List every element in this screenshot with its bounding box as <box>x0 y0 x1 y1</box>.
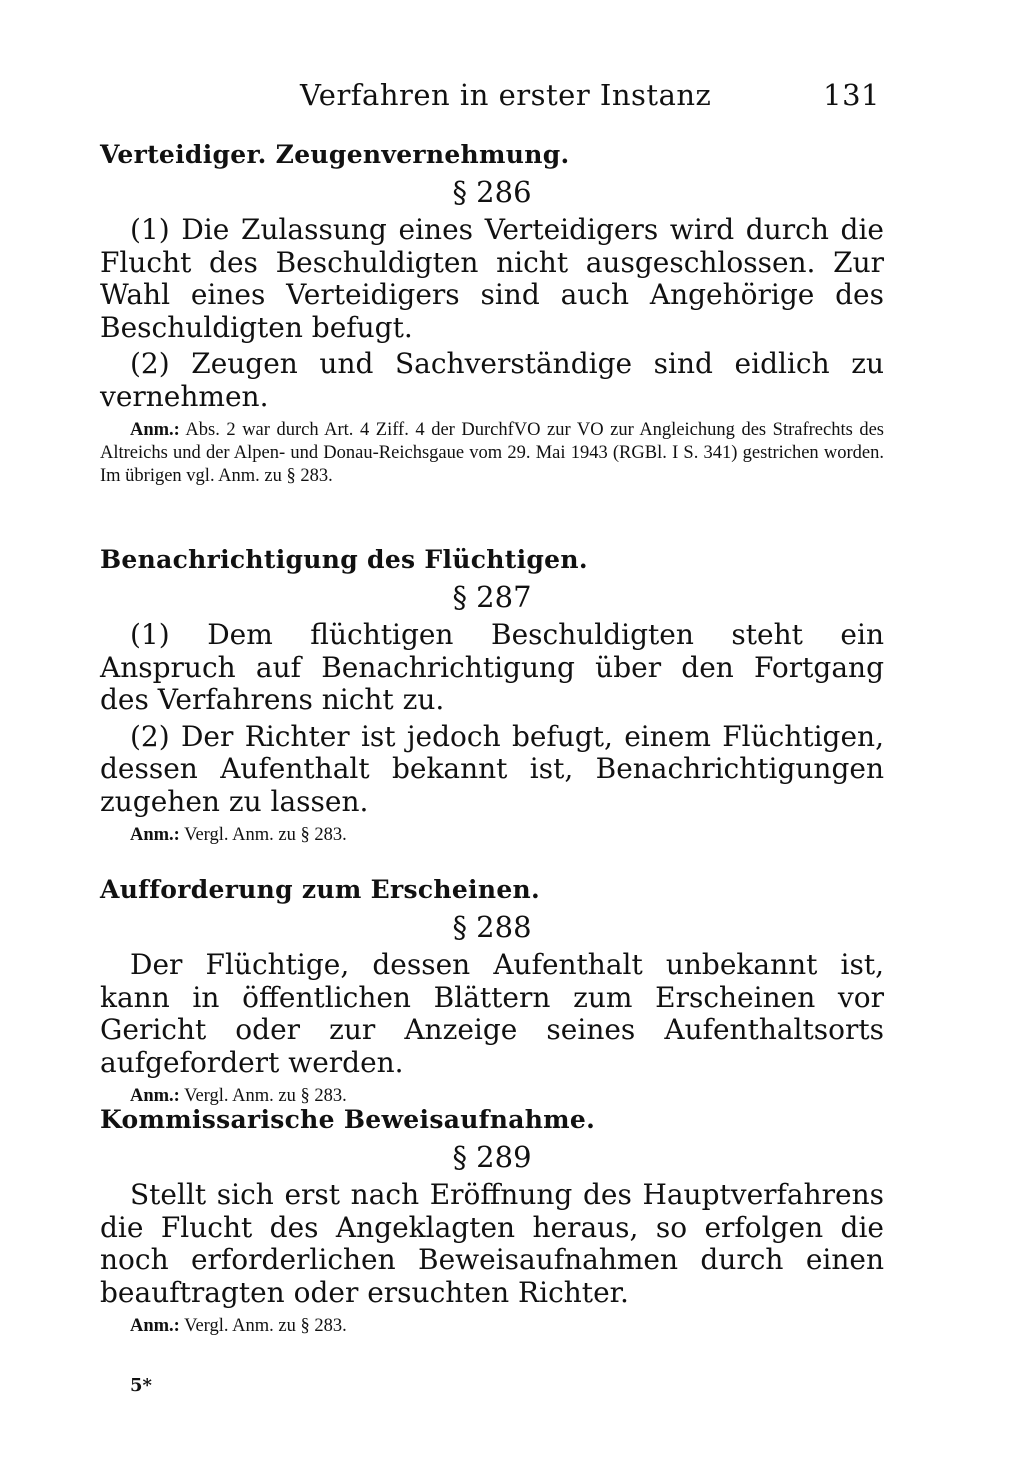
paragraph-text: Der Flüchtige, dessen Aufenthalt unbekannt ist, kann in öffentlichen Blättern zum Erscheinen vor Gericht oder zur Anzeige seines Aufenthaltsorts aufgefordert werden. <box>100 948 884 1079</box>
signature-mark: 5* <box>130 1375 152 1396</box>
annotation <box>100 1315 884 1338</box>
annotation-label: Anm.: <box>130 1086 180 1106</box>
annotation-text: Abs. 2 war durch Art. 4 Ziff. 4 der DurchfVO zur VO zur Angleichung des Strafrechts des Altreichs und der Alpen- und Donau-Reichsgaue vom 29. Mai 1943 (RGBl. I S. 341) gestrichen worden. Im übrigen vgl. Anm. zu § 283. <box>100 420 885 486</box>
paragraph-text: (2) Zeugen und Sachverständige sind eidlich zu vernehmen. <box>100 347 884 413</box>
page-number: 131 <box>823 78 880 112</box>
annotation-text: Vergl. Anm. zu § 283. <box>184 825 347 845</box>
paragraph-text: Stellt sich erst nach Eröffnung des Hauptverfahrens die Flucht des Angeklagten heraus, so erfolgen die noch erforderlichen Beweisaufnahmen durch einen beauftragten oder ersuchten Richter. <box>100 1178 884 1309</box>
section-heading: Verteidiger. Zeugenvernehmung. <box>100 140 570 169</box>
annotation-label: Anm.: <box>130 825 180 845</box>
section-heading: Kommissarische Beweisaufnahme. <box>100 1105 596 1134</box>
paragraph-number: § 286 <box>452 175 532 209</box>
annotation-text: Vergl. Anm. zu § 283. <box>184 1086 347 1106</box>
annotation-label: Anm.: <box>130 1316 180 1336</box>
annotation <box>100 419 884 488</box>
section-286 <box>100 140 884 488</box>
section-289 <box>100 1105 884 1338</box>
paragraph-text: (1) Die Zulassung eines Verteidigers wird durch die Flucht des Beschuldigten nicht ausgeschlossen. Zur Wahl eines Verteidigers sind auch Angehörige des Beschuldigten befugt. <box>100 213 884 344</box>
running-head <box>300 78 880 118</box>
paragraph-text: (2) Der Richter ist jedoch befugt, einem Flüchtigen, dessen Aufenthalt bekannt ist, Benachrichtigungen zugehen zu lassen. <box>100 719 884 818</box>
paragraph-text: (1) Dem flüchtigen Beschuldigten steht ein Anspruch auf Benachrichtigung über den Fortgang des Verfahrens nicht zu. <box>100 618 884 716</box>
paragraph-number: § 289 <box>452 1140 532 1174</box>
section-287 <box>100 545 884 847</box>
paragraph-number: § 288 <box>452 910 532 944</box>
annotation-text: Vergl. Anm. zu § 283. <box>184 1316 347 1336</box>
annotation-label: Anm.: <box>130 420 180 440</box>
paragraph-number: § 287 <box>452 580 532 614</box>
annotation <box>100 824 884 847</box>
section-288 <box>100 875 884 1108</box>
section-heading: Aufforderung zum Erscheinen. <box>100 875 541 904</box>
section-heading: Benachrichtigung des Flüchtigen. <box>100 545 588 574</box>
running-title: Verfahren in erster Instanz <box>300 78 712 112</box>
